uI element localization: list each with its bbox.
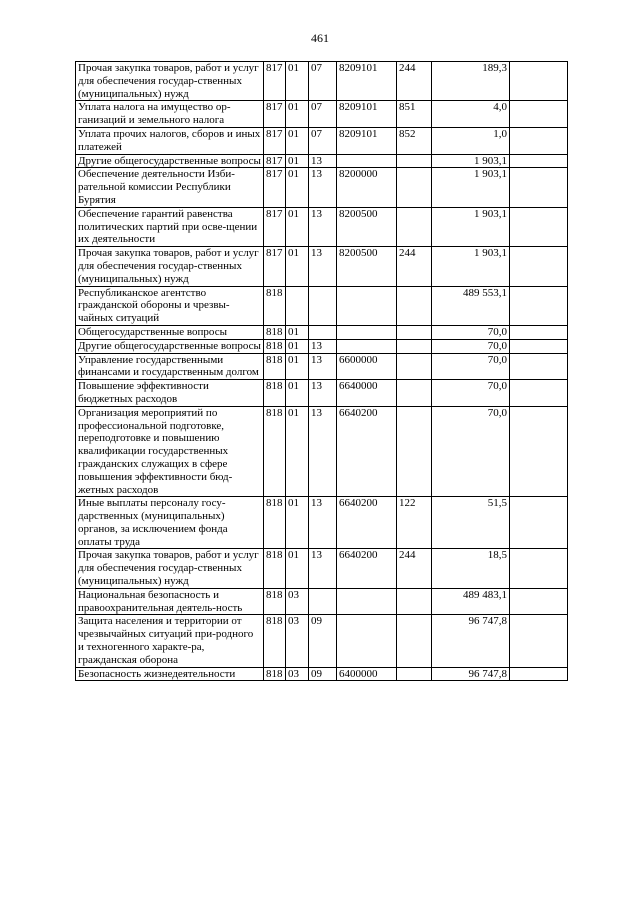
row-section-code: 01 <box>286 154 309 168</box>
row-name: Другие общегосударственные вопросы <box>76 154 264 168</box>
row-section-code: 03 <box>286 588 309 615</box>
row-expense-type-code: 244 <box>397 549 432 588</box>
row-ved-code: 817 <box>264 127 286 154</box>
row-subsection-code: 09 <box>309 615 337 667</box>
row-amount: 189,3 <box>432 62 510 101</box>
row-amount: 18,5 <box>432 549 510 588</box>
row-target-article-code: 6400000 <box>337 667 397 681</box>
budget-table <box>75 61 568 681</box>
row-expense-type-code <box>397 168 432 207</box>
row-ved-code: 818 <box>264 325 286 339</box>
row-ved-code: 818 <box>264 667 286 681</box>
row-ved-code: 818 <box>264 406 286 497</box>
row-empty-cell <box>510 286 568 325</box>
row-amount: 1 903,1 <box>432 168 510 207</box>
row-amount: 70,0 <box>432 406 510 497</box>
row-expense-type-code <box>397 615 432 667</box>
row-target-article-code: 6640200 <box>337 549 397 588</box>
row-empty-cell <box>510 615 568 667</box>
row-target-article-code <box>337 154 397 168</box>
row-name: Обеспечение гарантий равенства политических партий при осве-щении их деятельности <box>76 207 264 246</box>
page-number: 461 <box>311 31 329 45</box>
row-empty-cell <box>510 247 568 286</box>
row-target-article-code <box>337 615 397 667</box>
row-amount: 70,0 <box>432 353 510 380</box>
row-section-code: 01 <box>286 406 309 497</box>
row-ved-code: 817 <box>264 168 286 207</box>
row-name: Уплата прочих налогов, сборов и иных платежей <box>76 127 264 154</box>
row-subsection-code: 13 <box>309 168 337 207</box>
table-row <box>76 62 568 101</box>
row-name: Национальная безопасность и правоохранительная деятель-ность <box>76 588 264 615</box>
table-row <box>76 353 568 380</box>
row-expense-type-code <box>397 339 432 353</box>
row-name: Другие общегосударственные вопросы <box>76 339 264 353</box>
row-empty-cell <box>510 339 568 353</box>
row-amount: 70,0 <box>432 325 510 339</box>
row-subsection-code: 07 <box>309 127 337 154</box>
table-row <box>76 497 568 549</box>
row-name: Защита населения и территории от чрезвычайных ситуаций при-родного и техногенного характе-ра, гражданская оборона <box>76 615 264 667</box>
row-section-code: 01 <box>286 497 309 549</box>
row-section-code: 01 <box>286 339 309 353</box>
row-subsection-code: 13 <box>309 339 337 353</box>
budget-table-body <box>76 62 568 681</box>
row-subsection-code: 13 <box>309 154 337 168</box>
table-row <box>76 615 568 667</box>
row-ved-code: 817 <box>264 247 286 286</box>
row-ved-code: 817 <box>264 154 286 168</box>
row-ved-code: 817 <box>264 62 286 101</box>
row-target-article-code: 8200000 <box>337 168 397 207</box>
row-empty-cell <box>510 353 568 380</box>
row-section-code: 03 <box>286 615 309 667</box>
row-expense-type-code: 122 <box>397 497 432 549</box>
row-expense-type-code <box>397 353 432 380</box>
row-subsection-code <box>309 588 337 615</box>
row-target-article-code <box>337 286 397 325</box>
row-target-article-code: 8200500 <box>337 247 397 286</box>
row-name: Уплата налога на имущество ор-ганизаций и земельного налога <box>76 101 264 128</box>
row-name: Повышение эффективности бюджетных расходов <box>76 380 264 407</box>
row-section-code: 01 <box>286 549 309 588</box>
row-target-article-code: 8209101 <box>337 62 397 101</box>
row-amount: 51,5 <box>432 497 510 549</box>
row-amount: 70,0 <box>432 339 510 353</box>
row-name: Прочая закупка товаров, работ и услуг для обеспечения государ-ственных (муниципальных) нужд <box>76 62 264 101</box>
row-ved-code: 818 <box>264 497 286 549</box>
row-ved-code: 818 <box>264 353 286 380</box>
row-name: Организация мероприятий по профессиональной подготовке, переподготовке и повышению квалификации государственных гражданских служащих в сфере повышения эффективности бюд-жетных расходов <box>76 406 264 497</box>
row-expense-type-code <box>397 325 432 339</box>
row-ved-code: 817 <box>264 207 286 246</box>
row-empty-cell <box>510 154 568 168</box>
row-name: Иные выплаты персоналу госу-дарственных (муниципальных) органов, за исключением фонда оплаты труда <box>76 497 264 549</box>
row-section-code: 01 <box>286 380 309 407</box>
row-ved-code: 817 <box>264 101 286 128</box>
row-section-code: 01 <box>286 207 309 246</box>
row-target-article-code <box>337 325 397 339</box>
row-target-article-code: 8209101 <box>337 101 397 128</box>
row-empty-cell <box>510 497 568 549</box>
row-empty-cell <box>510 168 568 207</box>
row-subsection-code: 07 <box>309 101 337 128</box>
row-name: Прочая закупка товаров, работ и услуг для обеспечения государ-ственных (муниципальных) нужд <box>76 247 264 286</box>
row-amount: 489 483,1 <box>432 588 510 615</box>
row-section-code: 03 <box>286 667 309 681</box>
row-name: Управление государственными финансами и государственным долгом <box>76 353 264 380</box>
row-name: Общегосударственные вопросы <box>76 325 264 339</box>
row-name: Обеспечение деятельности Изби-рательной комиссии Республики Бурятия <box>76 168 264 207</box>
row-expense-type-code: 244 <box>397 62 432 101</box>
row-amount: 96 747,8 <box>432 615 510 667</box>
table-row <box>76 325 568 339</box>
table-row <box>76 127 568 154</box>
table-row <box>76 406 568 497</box>
row-ved-code: 818 <box>264 380 286 407</box>
row-target-article-code: 6640200 <box>337 406 397 497</box>
row-section-code: 01 <box>286 168 309 207</box>
row-name: Прочая закупка товаров, работ и услуг для обеспечения государ-ственных (муниципальных) нужд <box>76 549 264 588</box>
row-subsection-code <box>309 286 337 325</box>
row-ved-code: 818 <box>264 286 286 325</box>
row-ved-code: 818 <box>264 549 286 588</box>
row-expense-type-code <box>397 286 432 325</box>
row-section-code: 01 <box>286 62 309 101</box>
row-section-code: 01 <box>286 353 309 380</box>
row-target-article-code: 6640200 <box>337 497 397 549</box>
row-subsection-code: 13 <box>309 353 337 380</box>
row-empty-cell <box>510 207 568 246</box>
table-row <box>76 168 568 207</box>
row-expense-type-code <box>397 406 432 497</box>
row-expense-type-code <box>397 667 432 681</box>
row-target-article-code: 6640000 <box>337 380 397 407</box>
row-subsection-code: 13 <box>309 549 337 588</box>
table-row <box>76 380 568 407</box>
row-ved-code: 818 <box>264 615 286 667</box>
row-subsection-code <box>309 325 337 339</box>
row-empty-cell <box>510 62 568 101</box>
row-expense-type-code <box>397 588 432 615</box>
row-target-article-code: 6600000 <box>337 353 397 380</box>
row-target-article-code <box>337 588 397 615</box>
row-expense-type-code <box>397 380 432 407</box>
row-amount: 96 747,8 <box>432 667 510 681</box>
row-ved-code: 818 <box>264 339 286 353</box>
row-section-code: 01 <box>286 127 309 154</box>
row-amount: 1 903,1 <box>432 207 510 246</box>
row-expense-type-code: 852 <box>397 127 432 154</box>
table-row <box>76 247 568 286</box>
row-section-code: 01 <box>286 101 309 128</box>
table-row <box>76 286 568 325</box>
table-row <box>76 667 568 681</box>
row-amount: 70,0 <box>432 380 510 407</box>
row-subsection-code: 13 <box>309 207 337 246</box>
row-section-code: 01 <box>286 247 309 286</box>
row-empty-cell <box>510 549 568 588</box>
row-expense-type-code: 244 <box>397 247 432 286</box>
row-expense-type-code <box>397 154 432 168</box>
row-amount: 1 903,1 <box>432 247 510 286</box>
row-name: Республиканское агентство гражданской обороны и чрезвы-чайных ситуаций <box>76 286 264 325</box>
row-target-article-code: 8209101 <box>337 127 397 154</box>
row-expense-type-code: 851 <box>397 101 432 128</box>
row-section-code: 01 <box>286 325 309 339</box>
row-subsection-code: 13 <box>309 406 337 497</box>
row-subsection-code: 13 <box>309 497 337 549</box>
row-target-article-code: 8200500 <box>337 207 397 246</box>
table-row <box>76 101 568 128</box>
row-amount: 4,0 <box>432 101 510 128</box>
row-empty-cell <box>510 380 568 407</box>
row-target-article-code <box>337 339 397 353</box>
row-amount: 489 553,1 <box>432 286 510 325</box>
row-expense-type-code <box>397 207 432 246</box>
row-empty-cell <box>510 406 568 497</box>
row-subsection-code: 07 <box>309 62 337 101</box>
row-name: Безопасность жизнедеятельности <box>76 667 264 681</box>
table-row <box>76 207 568 246</box>
row-subsection-code: 09 <box>309 667 337 681</box>
table-row <box>76 339 568 353</box>
table-row <box>76 588 568 615</box>
row-amount: 1 903,1 <box>432 154 510 168</box>
row-empty-cell <box>510 127 568 154</box>
row-subsection-code: 13 <box>309 380 337 407</box>
row-empty-cell <box>510 325 568 339</box>
table-row <box>76 549 568 588</box>
row-ved-code: 818 <box>264 588 286 615</box>
row-empty-cell <box>510 588 568 615</box>
row-section-code <box>286 286 309 325</box>
row-subsection-code: 13 <box>309 247 337 286</box>
row-amount: 1,0 <box>432 127 510 154</box>
row-empty-cell <box>510 667 568 681</box>
row-empty-cell <box>510 101 568 128</box>
table-row <box>76 154 568 168</box>
